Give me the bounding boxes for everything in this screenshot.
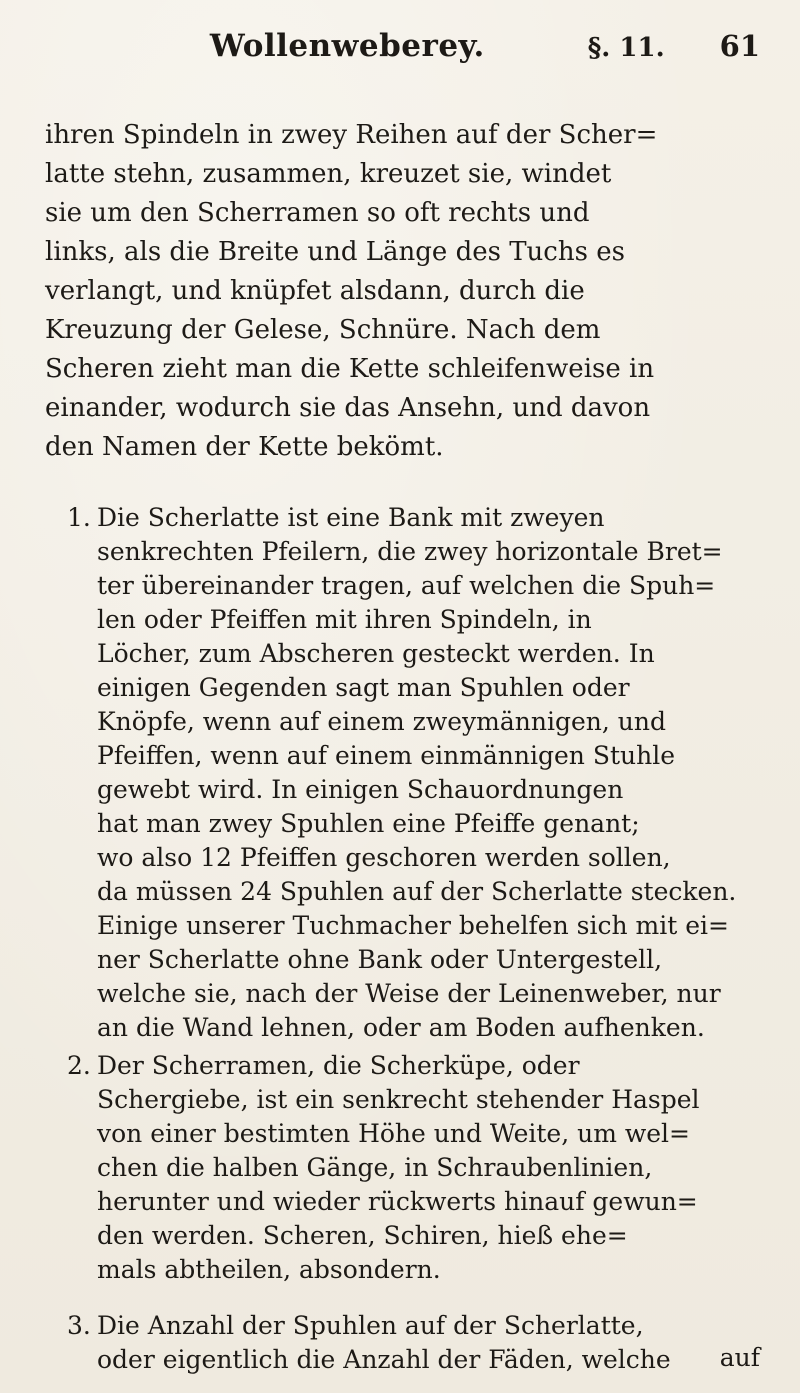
note-item-1 — [45, 501, 760, 1045]
note-number: 1. — [67, 503, 91, 532]
note-line: mals abtheilen, absondern. — [97, 1255, 441, 1284]
note-item-3 — [45, 1309, 760, 1377]
note-line: wo also 12 Pfeiffen geschoren werden sollen, — [97, 843, 671, 872]
running-title: Wollenweberey. — [209, 28, 485, 64]
note-line: gewebt wird. In einigen Schauordnungen — [97, 775, 624, 804]
text-line: Scheren zieht man die Kette schleifenweise in — [45, 354, 655, 384]
note-line: an die Wand lehnen, oder am Boden aufhenken. — [97, 1013, 705, 1042]
catchword: auf — [719, 1343, 760, 1372]
note-line: ter übereinander tragen, auf welchen die Spuh= — [97, 571, 716, 600]
text-line: links, als die Breite und Länge des Tuchs es — [45, 237, 625, 267]
note-line: len oder Pfeiffen mit ihren Spindeln, in — [97, 605, 592, 634]
note-line: von einer bestimten Höhe und Weite, um wel= — [97, 1119, 690, 1148]
note-line: hat man zwey Spuhlen eine Pfeiffe genant; — [97, 809, 640, 838]
note-item-2 — [45, 1049, 760, 1287]
page-number: 61 — [719, 29, 760, 63]
note-line: Die Scherlatte ist eine Bank mit zweyen — [97, 503, 605, 532]
note-line: ner Scherlatte ohne Bank oder Untergestell, — [97, 945, 663, 974]
note-line: Einige unserer Tuchmacher behelfen sich mit ei= — [97, 911, 729, 940]
note-line: senkrechten Pfeilern, die zwey horizontale Bret= — [97, 537, 723, 566]
text-line: ihren Spindeln in zwey Reihen auf der Scher= — [45, 120, 658, 150]
note-line: Der Scherramen, die Scherküpe, oder — [97, 1051, 580, 1080]
text-line: den Namen der Kette bekömt. — [45, 432, 444, 462]
note-line: chen die halben Gänge, in Schraubenlinien, — [97, 1153, 653, 1182]
note-line: Die Anzahl der Spuhlen auf der Scherlatte, — [97, 1311, 644, 1340]
note-line: Pfeiffen, wenn auf einem einmännigen Stuhle — [97, 741, 676, 770]
note-line: Schergiebe, ist ein senkrecht stehender Haspel — [97, 1085, 700, 1114]
note-line: oder eigentlich die Anzahl der Fäden, welche — [97, 1345, 671, 1374]
note-line: da müssen 24 Spuhlen auf der Scherlatte stecken. — [97, 877, 737, 906]
text-line: einander, wodurch sie das Ansehn, und davon — [45, 393, 651, 423]
running-head — [45, 28, 760, 86]
section-mark: §. 11. — [587, 33, 665, 63]
text-line: latte stehn, zusammen, kreuzet sie, windet — [45, 159, 612, 189]
text-line: sie um den Scherramen so oft rechts und — [45, 198, 590, 228]
note-line: welche sie, nach der Weise der Leinenweber, nur — [97, 979, 721, 1008]
note-number: 3. — [67, 1311, 91, 1340]
section-gap — [45, 467, 760, 501]
note-line: herunter und wieder rückwerts hinauf gewun= — [97, 1187, 698, 1216]
note-number: 2. — [67, 1051, 91, 1080]
text-line: Kreuzung der Gelese, Schnüre. Nach dem — [45, 315, 601, 345]
text-line: verlangt, und knüpfet alsdann, durch die — [45, 276, 585, 306]
note-line: den werden. Scheren, Schiren, hieß ehe= — [97, 1221, 628, 1250]
note-line: einigen Gegenden sagt man Spuhlen oder — [97, 673, 630, 702]
note-line: Knöpfe, wenn auf einem zweymännigen, und — [97, 707, 666, 736]
intro-paragraph — [45, 116, 760, 467]
note-line: Löcher, zum Abscheren gesteckt werden. In — [97, 639, 655, 668]
